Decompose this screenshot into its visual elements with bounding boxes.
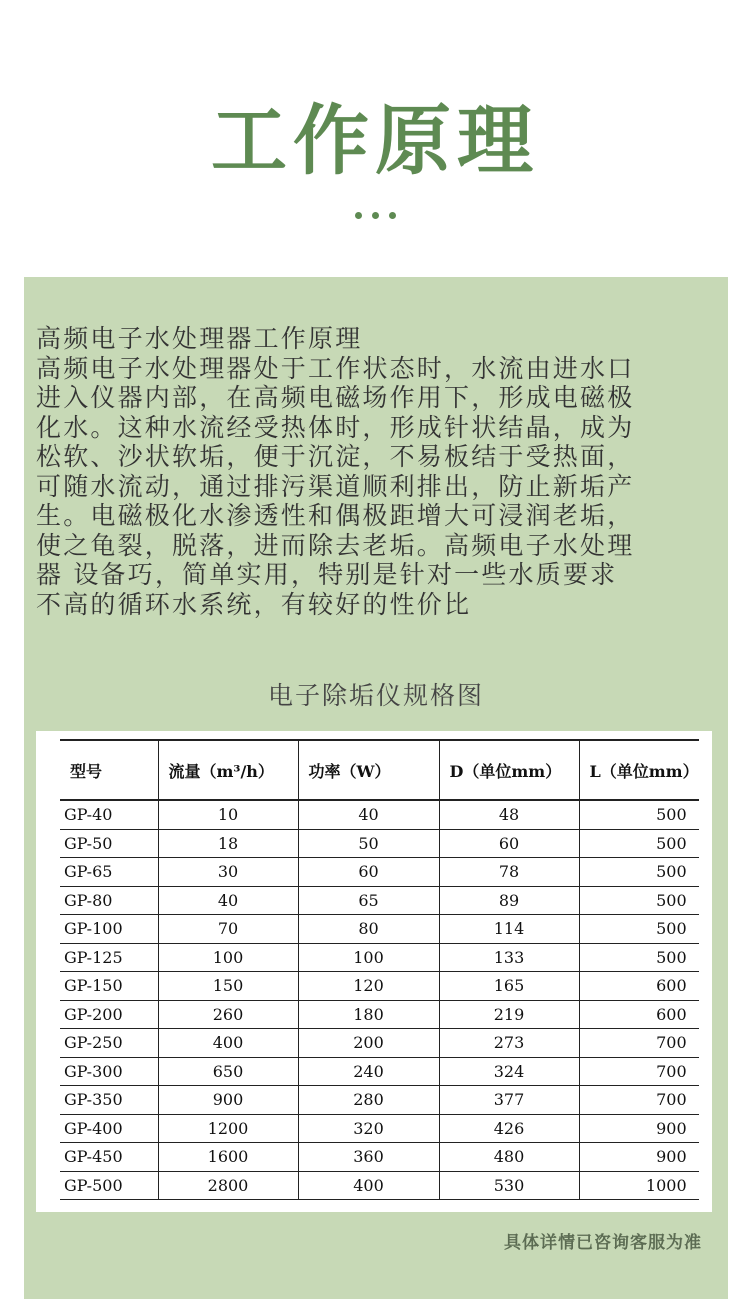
cell-flow: 150: [158, 972, 298, 1001]
column-header-flow: 流量（m³/h）: [158, 740, 298, 800]
cell-model: GP-40: [60, 800, 158, 829]
cell-diameter: 324: [439, 1057, 579, 1086]
footer-note: 具体详情已咨询客服为准: [504, 1233, 702, 1253]
cell-power: 120: [298, 972, 439, 1001]
cell-length: 700: [579, 1086, 699, 1115]
cell-length: 600: [579, 972, 699, 1001]
cell-flow: 100: [158, 943, 298, 972]
cell-model: GP-150: [60, 972, 158, 1001]
cell-power: 320: [298, 1114, 439, 1143]
table-header-row: [60, 740, 699, 800]
spec-table: [60, 739, 699, 1200]
table-row: [60, 1000, 699, 1029]
column-header-model: 型号: [60, 740, 158, 800]
cell-model: GP-65: [60, 858, 158, 887]
cell-model: GP-50: [60, 829, 158, 858]
cell-flow: 260: [158, 1000, 298, 1029]
cell-diameter: 273: [439, 1029, 579, 1058]
cell-power: 40: [298, 800, 439, 829]
intro-heading: 高频电子水处理器工作原理: [36, 324, 363, 353]
table-row: [60, 1057, 699, 1086]
ellipsis-dots-icon: [0, 212, 750, 219]
cell-model: GP-400: [60, 1114, 158, 1143]
cell-length: 700: [579, 1029, 699, 1058]
cell-power: 50: [298, 829, 439, 858]
cell-flow: 10: [158, 800, 298, 829]
cell-length: 500: [579, 800, 699, 829]
intro-line: 松软、沙状软垢，便于沉淀，不易板结于受热面，: [36, 442, 635, 471]
cell-flow: 18: [158, 829, 298, 858]
cell-model: GP-300: [60, 1057, 158, 1086]
cell-diameter: 133: [439, 943, 579, 972]
cell-model: GP-125: [60, 943, 158, 972]
cell-power: 80: [298, 915, 439, 944]
dot: [389, 212, 396, 219]
cell-diameter: 114: [439, 915, 579, 944]
column-header-power: 功率（W）: [298, 740, 439, 800]
cell-length: 700: [579, 1057, 699, 1086]
cell-diameter: 89: [439, 886, 579, 915]
cell-length: 900: [579, 1114, 699, 1143]
cell-power: 100: [298, 943, 439, 972]
table-row: [60, 1171, 699, 1200]
intro-line: 进入仪器内部，在高频电磁场作用下，形成电磁极: [36, 383, 635, 412]
cell-flow: 2800: [158, 1171, 298, 1200]
cell-flow: 1600: [158, 1143, 298, 1172]
cell-power: 240: [298, 1057, 439, 1086]
cell-power: 180: [298, 1000, 439, 1029]
table-row: [60, 886, 699, 915]
table-row: [60, 1086, 699, 1115]
column-header-length: L（单位mm）: [579, 740, 699, 800]
table-row: [60, 915, 699, 944]
cell-flow: 30: [158, 858, 298, 887]
intro-line: 化水。这种水流经受热体时，形成针状结晶，成为: [36, 412, 635, 442]
cell-diameter: 48: [439, 800, 579, 829]
cell-length: 900: [579, 1143, 699, 1172]
cell-flow: 650: [158, 1057, 298, 1086]
cell-power: 280: [298, 1086, 439, 1115]
table-row: [60, 1029, 699, 1058]
intro-text: [36, 324, 706, 619]
table-row: [60, 972, 699, 1001]
intro-line: 高频电子水处理器处于工作状态时，水流由进水口: [36, 353, 635, 383]
cell-diameter: 165: [439, 972, 579, 1001]
cell-flow: 400: [158, 1029, 298, 1058]
cell-model: GP-450: [60, 1143, 158, 1172]
cell-model: GP-80: [60, 886, 158, 915]
page-title: 工作原理: [211, 96, 539, 185]
cell-diameter: 377: [439, 1086, 579, 1115]
intro-line: 不高的循环水系统，有较好的性价比: [36, 589, 472, 619]
cell-power: 360: [298, 1143, 439, 1172]
cell-power: 65: [298, 886, 439, 915]
spec-table-body: [60, 800, 699, 1200]
cell-length: 500: [579, 886, 699, 915]
intro-line: 生。电磁极化水渗透性和偶极距增大可浸润老垢，: [36, 501, 635, 530]
table-row: [60, 858, 699, 887]
cell-diameter: 530: [439, 1171, 579, 1200]
cell-flow: 40: [158, 886, 298, 915]
header-section: [0, 0, 750, 277]
cell-length: 500: [579, 829, 699, 858]
cell-power: 400: [298, 1171, 439, 1200]
cell-diameter: 60: [439, 829, 579, 858]
table-row: [60, 1143, 699, 1172]
intro-line: 使之龟裂，脱落，进而除去老垢。高频电子水处理: [36, 530, 635, 560]
table-row: [60, 1114, 699, 1143]
cell-diameter: 480: [439, 1143, 579, 1172]
table-row: [60, 829, 699, 858]
cell-flow: 900: [158, 1086, 298, 1115]
dot: [355, 212, 362, 219]
cell-length: 1000: [579, 1171, 699, 1200]
table-row: [60, 800, 699, 829]
cell-power: 60: [298, 858, 439, 887]
column-header-diameter: D（单位mm）: [439, 740, 579, 800]
table-row: [60, 943, 699, 972]
cell-model: GP-100: [60, 915, 158, 944]
cell-model: GP-500: [60, 1171, 158, 1200]
cell-flow: 1200: [158, 1114, 298, 1143]
cell-diameter: 78: [439, 858, 579, 887]
cell-length: 500: [579, 858, 699, 887]
cell-power: 200: [298, 1029, 439, 1058]
spec-table-title: 电子除垢仪规格图: [267, 681, 484, 710]
cell-model: GP-350: [60, 1086, 158, 1115]
cell-diameter: 219: [439, 1000, 579, 1029]
cell-length: 500: [579, 943, 699, 972]
intro-line: 可随水流动，通过排污渠道顺利排出，防止新垢产: [36, 471, 635, 501]
cell-model: GP-200: [60, 1000, 158, 1029]
intro-line: 器 设备巧，简单实用，特别是针对一些水质要求: [36, 560, 618, 589]
spec-table-card: [36, 731, 712, 1212]
dot: [372, 212, 379, 219]
cell-length: 500: [579, 915, 699, 944]
cell-flow: 70: [158, 915, 298, 944]
cell-diameter: 426: [439, 1114, 579, 1143]
cell-model: GP-250: [60, 1029, 158, 1058]
cell-length: 600: [579, 1000, 699, 1029]
